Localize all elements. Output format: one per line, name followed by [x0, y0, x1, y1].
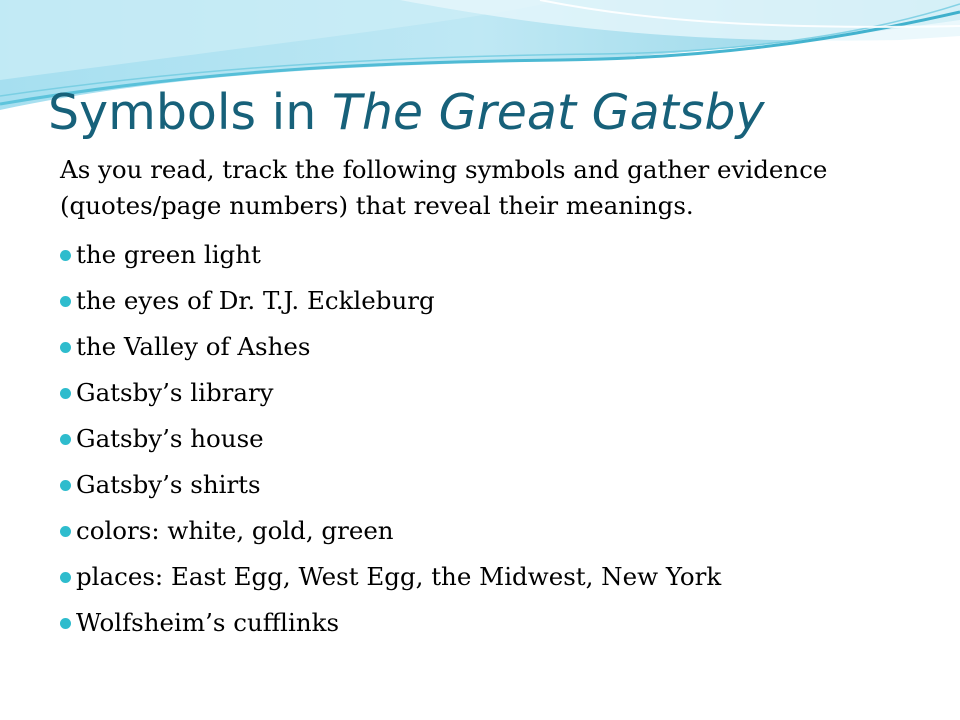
- bullet-dot-icon: [60, 388, 71, 399]
- bullet-dot-icon: [60, 434, 71, 445]
- bullet-dot-icon: [60, 572, 71, 583]
- list-item-text: Wolfsheim’s cufflinks: [76, 608, 340, 637]
- list-item: [60, 558, 920, 604]
- list-item-text: the Valley of Ashes: [76, 332, 311, 361]
- list-item: [60, 466, 920, 512]
- symbol-list: [60, 236, 920, 650]
- slide-title: [48, 78, 765, 148]
- list-item-text: places: East Egg, West Egg, the Midwest, New York: [76, 562, 722, 591]
- bullet-dot-icon: [60, 480, 71, 491]
- list-item: [60, 328, 920, 374]
- list-item-text: colors: white, gold, green: [76, 516, 394, 545]
- list-item: [60, 420, 920, 466]
- bullet-dot-icon: [60, 296, 71, 307]
- title-italic: The Great Gatsby: [331, 84, 765, 141]
- list-item: [60, 512, 920, 558]
- list-item-text: Gatsby’s shirts: [76, 470, 261, 499]
- list-item-text: Gatsby’s house: [76, 424, 264, 453]
- intro-text: As you read, track the following symbols and gather evidence (quotes/page numbers) that reveal their meanings.: [60, 155, 828, 220]
- list-item: [60, 282, 920, 328]
- list-item: [60, 374, 920, 420]
- list-item-text: the green light: [76, 240, 261, 269]
- bullet-dot-icon: [60, 526, 71, 537]
- list-item-text: the eyes of Dr. T.J. Eckleburg: [76, 286, 435, 315]
- list-item-text: Gatsby’s library: [76, 378, 274, 407]
- bullet-dot-icon: [60, 250, 71, 261]
- title-plain: Symbols in: [48, 84, 332, 141]
- bullet-dot-icon: [60, 342, 71, 353]
- list-item: [60, 236, 920, 282]
- slide-body: [60, 152, 920, 650]
- list-item: [60, 604, 920, 650]
- bullet-dot-icon: [60, 618, 71, 629]
